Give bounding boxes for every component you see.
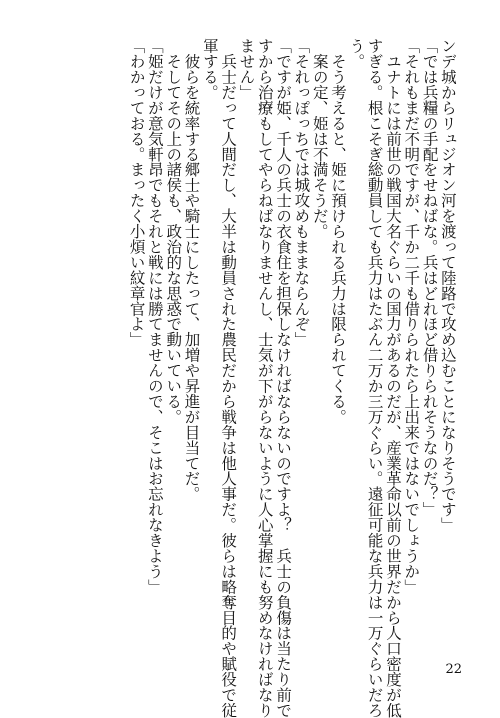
text-line: ません」 [237,38,256,100]
text-line: 「ですが姫、千人の兵士の衣食住を担保しなければならないのですよ？ 兵士の負傷は当たり前で [274,38,293,718]
text-line: ユナトには前世の戦国大名ぐらいの国力があるのだが、産業革命以前の世界だから人口密度が低 [383,38,402,718]
text-line: 「それもまだ不明ですが、千か二千も借りられたら上出来ではないでしょうか」 [402,38,421,595]
text-line: すから治療もしてやらねばなりませんし、士気が下がらないように人心掌握にも努めなければなり [255,38,274,718]
text-line: う。 [347,38,366,69]
text-line: ンデ城からリュジオン河を渡って陸路で攻め込むことになりそうです」 [438,38,457,533]
text-line: 「わかっておる。まったく小煩い紋章官よ」 [127,38,146,348]
page-number: 22 [445,662,462,677]
text-line: 兵士だって人間だし、大半は動員された農民だから戦争は他人事だ。彼らは略奪目的や賦役で従 [219,38,238,718]
text-line: そう考えると、姫に預けられる兵力は限られてくる。 [329,38,347,425]
text-line: 「姫だけが意気軒昂でもそれと戦には勝てませんので、そこはお忘れなきよう」 [145,38,164,595]
text-line: 案の定、姫は不満そうだ。 [310,38,329,239]
text-line: すぎる。根こそぎ総動員しても兵力はたぶん二万か三万ぐらい。遠征可能な兵力は一万ぐらいだろ [365,38,384,718]
text-line: 「それっぽっちでは城攻めもままならんぞ」 [292,38,311,348]
text-line: そしてその上の諸侯も、政治的な思惑で動いている。 [164,38,183,425]
text-line: 「では兵糧の手配をせねばな。兵はどれほど借りられそうなのだ？」 [420,38,439,517]
text-line: 彼らを統率する郷士や騎士にしたって、加増や昇進が目当てだ。 [182,38,201,502]
text-line: 軍する。 [200,38,219,100]
